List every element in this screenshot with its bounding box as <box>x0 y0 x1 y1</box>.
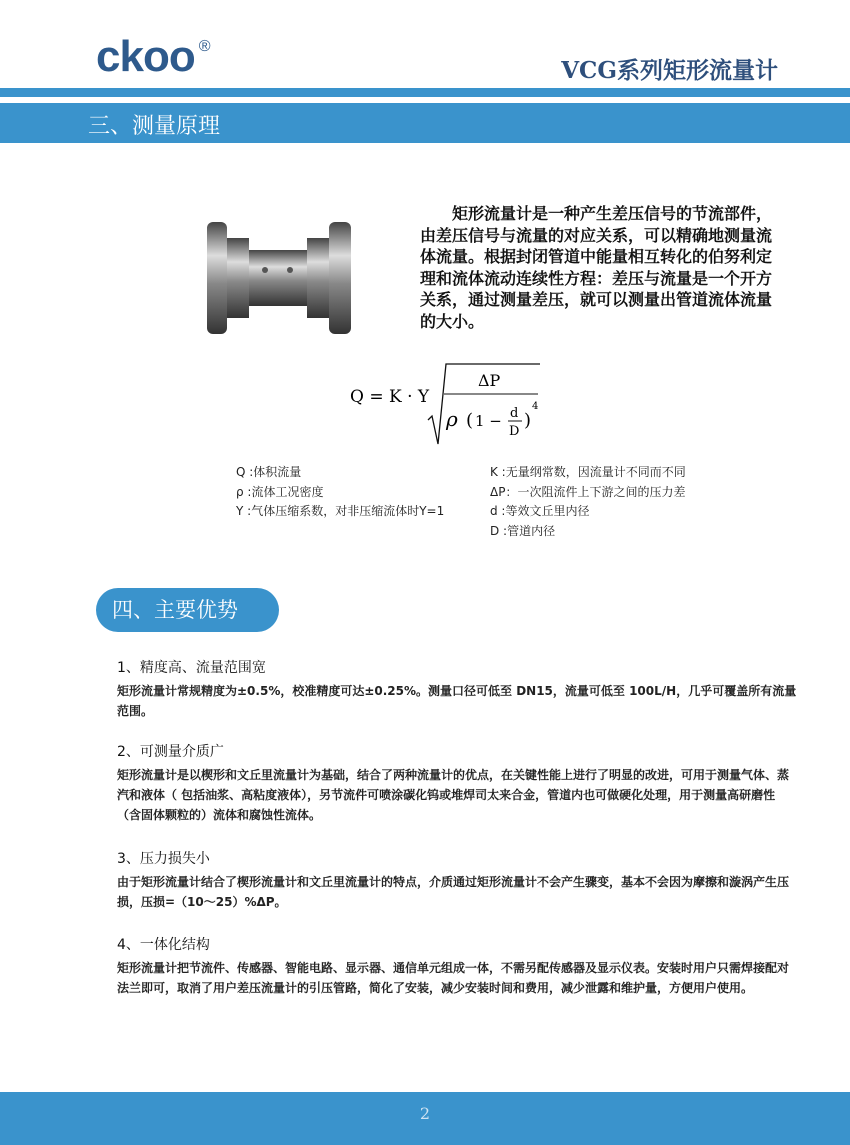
svg-text:): ) <box>524 410 532 431</box>
document-title: VCG系列矩形流量计 <box>561 57 778 84</box>
intro-paragraph: 矩形流量计是一种产生差压信号的节流部件，由差压信号与流量的对应关系，可以精确地测量流体流量。根据封闭管道中能量相互转化的伯努利定理和流体流动连续性方程：差压与流量是一个开方关系，通过测量差压，就可以测量出管道流体流量的大小。 <box>420 204 773 331</box>
logo <box>96 32 210 82</box>
definition: ΔP：一次阻流件上下游之间的压力差 <box>490 484 686 499</box>
definition: K :无量纲常数，因流量计不同而不同 <box>490 465 686 479</box>
formula-one-minus: 1 − <box>475 412 502 430</box>
registered-mark: ® <box>198 38 210 55</box>
definitions-right <box>490 463 686 541</box>
advantage-item <box>117 934 797 998</box>
advantage-heading: 4、一体化结构 <box>117 937 210 953</box>
definition: D :管道内径 <box>490 523 556 538</box>
section-title: 三、测量原理 <box>88 114 221 139</box>
flow-formula <box>350 362 550 450</box>
advantage-text: 矩形流量计是以楔形和文丘里流量计为基础，结合了两种流量计的优点，在关键性能上进行了明显的改进，可用于测量气体、蒸汽和液体（ 包括油浆、高粘度液体），另节流件可喷涂碳化钨或堆焊司太来合金，管道内也可做硬化处理，用于测量高研磨性（含固体颗粒的）流体和腐蚀性流体。 <box>117 768 790 822</box>
formula-numerator: ΔP <box>478 371 501 390</box>
advantage-item <box>117 657 797 721</box>
svg-text:(: ( <box>466 410 474 431</box>
advantage-text: 由于矩形流量计结合了楔形流量计和文丘里流量计的特点，介质通过矩形流量计不会产生骤变，基本不会因为摩擦和漩涡产生压损，压损=（10～25）%ΔP。 <box>117 875 790 909</box>
definitions-left <box>236 463 444 522</box>
advantage-item <box>117 741 797 825</box>
definition: Y :气体压缩系数，对非压缩流体时Y=1 <box>236 504 445 518</box>
flowmeter-product-image <box>185 210 370 345</box>
formula-exponent: 4 <box>532 401 539 412</box>
advantage-heading: 2、可测量介质广 <box>117 744 224 760</box>
advantage-text: 矩形流量计常规精度为±0.5%，校准精度可达±0.25%。测量口径可低至 DN15，流量可低至 100L/H，几乎可覆盖所有流量范围。 <box>117 684 797 718</box>
definition: ρ :流体工况密度 <box>236 484 324 499</box>
formula-lhs: Q = K · Y <box>350 387 430 407</box>
footer-band <box>0 1092 850 1145</box>
advantage-item <box>117 848 797 912</box>
definition: d :等效文丘里内径 <box>490 504 590 518</box>
page-number: 2 <box>419 1104 431 1123</box>
logo-text: ckoo <box>96 32 195 81</box>
advantage-heading: 1、精度高、流量范围宽 <box>117 660 266 676</box>
advantage-heading: 3、压力损失小 <box>117 851 210 867</box>
header-stripe <box>0 88 850 97</box>
formula-rho: ρ <box>446 407 458 431</box>
definition: Q :体积流量 <box>236 465 302 479</box>
formula-D: D <box>509 424 520 439</box>
formula-d: d <box>510 406 519 421</box>
advantage-text: 矩形流量计把节流件、传感器、智能电路、显示器、通信单元组成一体，不需另配传感器及显示仪表。安装时用户只需焊接配对法兰即可，取消了用户差压流量计的引压管路，简化了安装，减少安装时间和费用，减少泄露和维护量，方便用户使用。 <box>117 961 790 995</box>
section-band <box>0 103 850 143</box>
section-pill-title: 四、主要优势 <box>96 588 279 632</box>
